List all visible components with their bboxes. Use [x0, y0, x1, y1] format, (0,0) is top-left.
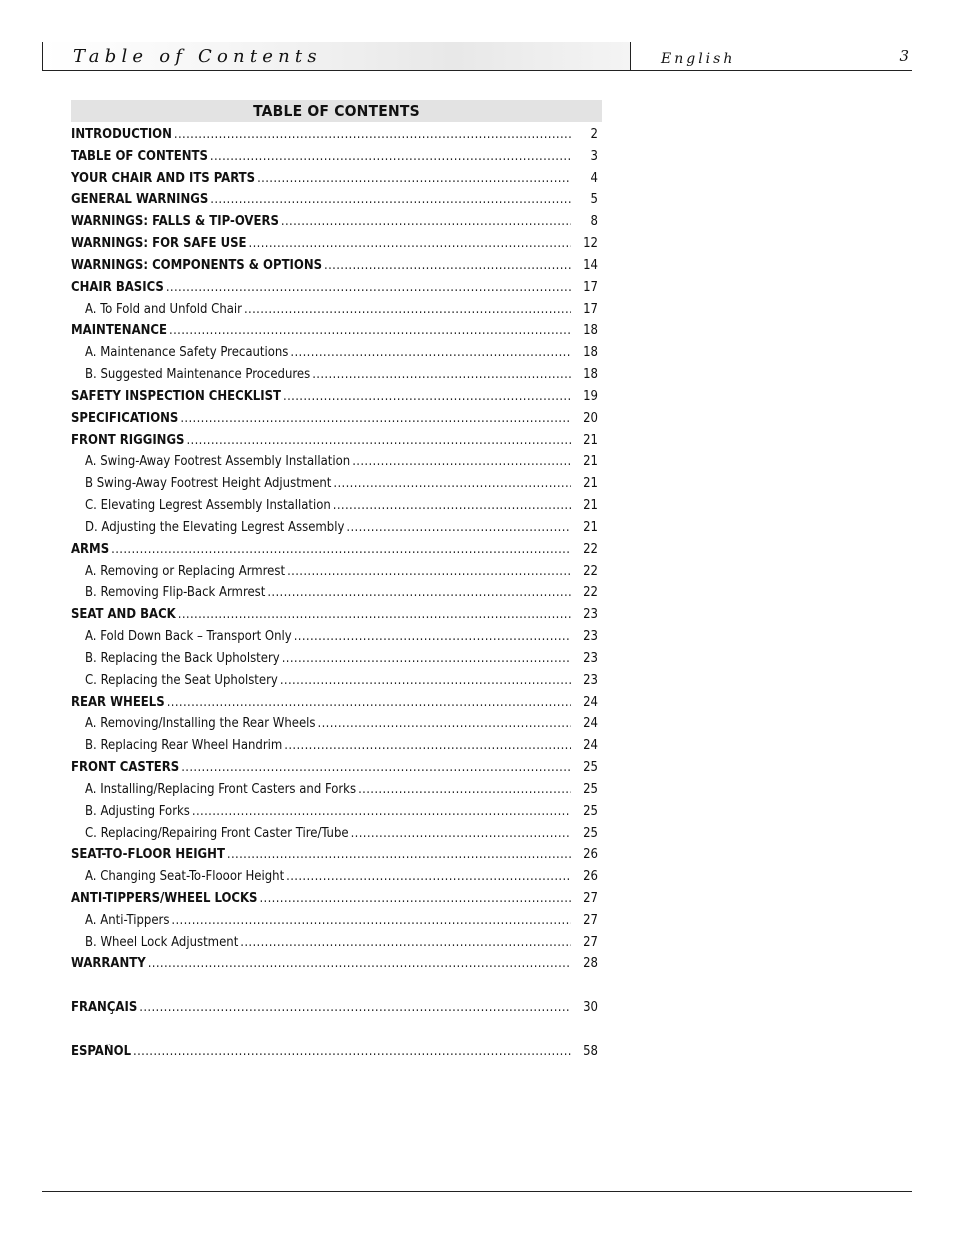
toc-entry-label: MAINTENANCE — [71, 323, 168, 339]
toc-subentry[interactable] — [71, 629, 602, 651]
toc-dot-leader — [286, 869, 571, 884]
toc-entry-page: 3 — [590, 148, 598, 164]
toc-subentry[interactable] — [71, 651, 602, 673]
toc-entry-page: 27 — [583, 912, 598, 928]
toc-dot-leader — [259, 891, 571, 906]
toc-dot-leader — [346, 520, 571, 535]
toc-entry-label: B Swing-Away Footrest Height Adjustment — [85, 476, 332, 492]
toc-entry[interactable] — [71, 1000, 602, 1022]
toc-entry-page: 21 — [583, 454, 598, 470]
toc-entry-page: 30 — [583, 1000, 598, 1016]
toc-dot-leader — [352, 454, 571, 469]
toc-dot-leader — [180, 411, 571, 426]
toc-entry-page: 25 — [583, 760, 598, 776]
toc-entry-label: C. Replacing the Seat Upholstery — [85, 672, 278, 688]
toc-entry-label: B. Removing Flip-Back Armrest — [85, 585, 266, 601]
toc-dot-leader — [281, 214, 571, 229]
toc-subentry[interactable] — [71, 673, 602, 695]
toc-dot-leader — [240, 935, 571, 950]
toc-entry[interactable] — [71, 389, 602, 411]
toc-entry[interactable] — [71, 760, 602, 782]
toc-entry-label: SAFETY INSPECTION CHECKLIST — [71, 388, 282, 404]
toc-dot-leader — [174, 127, 571, 142]
toc-entry-page: 23 — [583, 629, 598, 645]
toc-entry-label: CHAIR BASICS — [71, 279, 164, 295]
toc-entry[interactable] — [71, 258, 602, 280]
toc-entry-page: 12 — [583, 236, 598, 252]
toc-subentry[interactable] — [71, 498, 602, 520]
toc-dot-leader — [312, 367, 571, 382]
toc-entry-label: C. Replacing/Repairing Front Caster Tire/Tube — [85, 825, 349, 841]
toc-entry[interactable] — [71, 695, 602, 717]
toc-entry-label: GENERAL WARNINGS — [71, 192, 209, 208]
toc-entry-label: FRONT CASTERS — [71, 760, 180, 776]
toc-dot-leader — [244, 302, 571, 317]
toc-entry-page: 26 — [583, 869, 598, 885]
toc-entry-label: A. Fold Down Back – Transport Only — [85, 629, 292, 645]
toc-entry[interactable] — [71, 236, 602, 258]
toc-subentry[interactable] — [71, 738, 602, 760]
toc-subentry[interactable] — [71, 782, 602, 804]
toc-entry-label: A. Anti-Tippers — [85, 912, 170, 928]
toc-entry-page: 24 — [583, 716, 598, 732]
toc-entry[interactable] — [71, 192, 602, 214]
toc-entry-label: A. Changing Seat-To-Flooor Height — [85, 869, 285, 885]
toc-subentry[interactable] — [71, 345, 602, 367]
toc-entry[interactable] — [71, 280, 602, 302]
toc-entry-page: 24 — [583, 738, 598, 754]
toc-dot-leader — [283, 389, 571, 404]
toc-dot-leader — [171, 913, 571, 928]
toc-subentry[interactable] — [71, 367, 602, 389]
toc-dot-leader — [111, 542, 571, 557]
toc-entry-label: A. To Fold and Unfold Chair — [85, 301, 242, 317]
toc-entry-page: 25 — [583, 781, 598, 797]
toc-dot-leader — [287, 564, 571, 579]
toc-dot-leader — [139, 1000, 571, 1015]
toc-entry-label: B. Suggested Maintenance Procedures — [85, 367, 311, 383]
footer-rule — [42, 1191, 912, 1192]
toc-entry-page: 21 — [583, 519, 598, 535]
toc-subentry[interactable] — [71, 826, 602, 848]
toc-entry-page: 5 — [590, 192, 598, 208]
toc-entry-page: 23 — [583, 672, 598, 688]
toc-dot-leader — [280, 673, 571, 688]
toc-entry-label: ARMS — [71, 541, 110, 557]
toc-entry-page: 18 — [583, 367, 598, 383]
toc-entry[interactable] — [71, 542, 602, 564]
toc-dot-leader — [284, 738, 571, 753]
toc-dot-leader — [324, 258, 571, 273]
toc-entry-label: SPECIFICATIONS — [71, 410, 179, 426]
toc-entry-label: INTRODUCTION — [71, 127, 172, 142]
toc-entry[interactable] — [71, 149, 602, 171]
toc-entry-label: B. Adjusting Forks — [85, 803, 190, 819]
toc-entry[interactable] — [71, 1044, 602, 1066]
toc-entry-page: 17 — [583, 301, 598, 317]
toc-entry-page: 20 — [583, 410, 598, 426]
toc-entry[interactable] — [71, 433, 602, 455]
toc-entry-label: SEAT AND BACK — [71, 607, 176, 623]
toc-entry-label: WARNINGS: FALLS & TIP-OVERS — [71, 214, 279, 230]
toc-entry-label: ANTI-TIPPERS/WHEEL LOCKS — [71, 890, 258, 906]
toc-entry-page: 21 — [583, 476, 598, 492]
toc-dot-leader — [294, 629, 571, 644]
toc-subentry[interactable] — [71, 716, 602, 738]
toc-dot-leader — [192, 804, 571, 819]
toc-entry[interactable] — [71, 607, 602, 629]
toc-entry[interactable] — [71, 214, 602, 236]
toc-entry-label: WARNINGS: COMPONENTS & OPTIONS — [71, 257, 323, 273]
toc-entry-page: 58 — [583, 1043, 598, 1059]
toc-subentry[interactable] — [71, 564, 602, 586]
toc-dot-leader — [166, 280, 571, 295]
toc-entry-label: YOUR CHAIR AND ITS PARTS — [71, 170, 256, 186]
toc-dot-leader — [181, 760, 571, 775]
toc-entry-label: B. Wheel Lock Adjustment — [85, 934, 239, 950]
toc-subentry[interactable] — [71, 454, 602, 476]
toc-entry-label: A. Installing/Replacing Front Casters and Forks — [85, 781, 357, 797]
toc-subentry[interactable] — [71, 476, 602, 498]
toc-entry-label: A. Swing-Away Footrest Assembly Installation — [85, 454, 351, 470]
toc-subentry[interactable] — [71, 585, 602, 607]
toc-entry-label: FRANÇAIS — [71, 1000, 138, 1016]
toc-dot-leader — [358, 782, 571, 797]
toc-dot-leader — [333, 498, 571, 513]
toc-entry[interactable] — [71, 956, 602, 978]
toc-subentry[interactable] — [71, 913, 602, 935]
page-header — [42, 42, 912, 71]
header-title: Table of Contents — [73, 46, 322, 67]
toc-entry[interactable] — [71, 171, 602, 193]
toc-subentry[interactable] — [71, 804, 602, 826]
toc-entry-label: TABLE OF CONTENTS — [71, 148, 208, 164]
toc-entry-page: 2 — [590, 127, 598, 142]
toc-dot-leader — [178, 607, 571, 622]
toc-entry-page: 27 — [583, 934, 598, 950]
toc-entry-label: WARNINGS: FOR SAFE USE — [71, 236, 247, 252]
toc-entry-label: C. Elevating Legrest Assembly Installation — [85, 498, 331, 514]
toc-entry-page: 25 — [583, 803, 598, 819]
toc-dot-leader — [351, 826, 571, 841]
header-page-number: 3 — [899, 47, 909, 65]
toc-entry-page: 22 — [583, 585, 598, 601]
header-title-bar — [42, 42, 631, 71]
toc-heading: TABLE OF CONTENTS — [71, 100, 602, 122]
toc-dot-leader — [249, 236, 571, 251]
toc-dot-leader — [267, 585, 571, 600]
toc-entry-page: 21 — [583, 432, 598, 448]
toc-entry[interactable] — [71, 891, 602, 913]
toc-entry-page: 8 — [590, 214, 598, 230]
toc-subentry[interactable] — [71, 935, 602, 957]
toc-dot-leader — [227, 847, 571, 862]
toc-entry-label: REAR WHEELS — [71, 694, 165, 710]
toc-entry-label: SEAT-TO-FLOOR HEIGHT — [71, 847, 225, 863]
toc-entry-page: 18 — [583, 323, 598, 339]
toc-subentry[interactable] — [71, 520, 602, 542]
toc-entry-page: 25 — [583, 825, 598, 841]
toc-entry[interactable] — [71, 127, 602, 149]
toc-dot-leader — [133, 1044, 571, 1059]
toc-dot-leader — [257, 171, 571, 186]
toc-dot-leader — [290, 345, 571, 360]
toc-subentry[interactable] — [71, 869, 602, 891]
header-language: English — [661, 51, 736, 67]
toc-entry-page: 28 — [583, 956, 598, 972]
toc-entry-page: 23 — [583, 607, 598, 623]
toc-dot-leader — [148, 956, 571, 971]
toc-entry-label: A. Removing or Replacing Armrest — [85, 563, 286, 579]
toc-entry-label: FRONT RIGGINGS — [71, 432, 185, 448]
toc-entry-page: 22 — [583, 541, 598, 557]
toc-entry-page: 19 — [583, 388, 598, 404]
toc-entry-label: A. Removing/Installing the Rear Wheels — [85, 716, 316, 732]
toc-entry-label: B. Replacing Rear Wheel Handrim — [85, 738, 283, 754]
toc-dot-leader — [186, 433, 571, 448]
toc-entry[interactable] — [71, 411, 602, 433]
table-of-contents — [71, 100, 602, 1066]
toc-entry-label: A. Maintenance Safety Precautions — [85, 345, 289, 361]
toc-dot-leader — [282, 651, 571, 666]
toc-entry-page: 23 — [583, 650, 598, 666]
toc-entry-label: D. Adjusting the Elevating Legrest Assembly — [85, 519, 345, 535]
toc-entry-label: WARRANTY — [71, 956, 146, 972]
toc-entry-page: 21 — [583, 498, 598, 514]
toc-entry-page: 17 — [583, 279, 598, 295]
toc-dot-leader — [169, 323, 571, 338]
toc-entry-page: 24 — [583, 694, 598, 710]
toc-entry-page: 18 — [583, 345, 598, 361]
toc-entry-page: 14 — [583, 257, 598, 273]
toc-entries — [71, 127, 602, 1066]
toc-entry[interactable] — [71, 323, 602, 345]
toc-dot-leader — [210, 149, 571, 164]
toc-dot-leader — [210, 192, 571, 207]
toc-entry-label: ESPAÑOL — [71, 1043, 132, 1059]
toc-entry-page: 4 — [590, 170, 598, 186]
toc-entry-page: 27 — [583, 890, 598, 906]
toc-entry-label: B. Replacing the Back Upholstery — [85, 650, 280, 666]
toc-entry[interactable] — [71, 847, 602, 869]
toc-dot-leader — [167, 695, 571, 710]
toc-entry-page: 22 — [583, 563, 598, 579]
header-language-bar — [631, 42, 912, 71]
toc-entry-page: 26 — [583, 847, 598, 863]
toc-dot-leader — [318, 716, 572, 731]
toc-dot-leader — [333, 476, 571, 491]
toc-subentry[interactable] — [71, 302, 602, 324]
